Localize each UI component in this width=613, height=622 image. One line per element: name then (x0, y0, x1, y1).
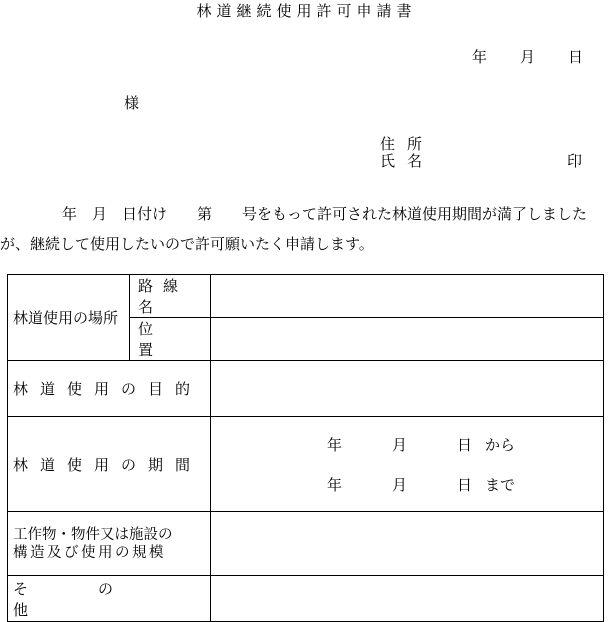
period-label: 林道使用の期間 (13, 455, 203, 474)
addressee-suffix: 様 (124, 94, 140, 112)
document-title: 林道継続使用許可申請書 (196, 2, 417, 20)
other-label-cell (8, 576, 211, 622)
period-to-row (211, 473, 603, 495)
body-line-1: 年 月 日付け 第 号をもって許可された林道使用期間が満了しました (62, 205, 588, 223)
purpose-label: 林道使用の目的 (13, 380, 203, 398)
other-label: その他 (13, 579, 184, 619)
route-name-label: 路線名 (138, 277, 189, 316)
structure-label-line-2: 構造及び使用の規模 (13, 544, 166, 561)
location-label: 林道使用の場所 (13, 309, 119, 327)
period-field[interactable] (211, 417, 604, 512)
purpose-field[interactable] (211, 361, 604, 417)
period-from-day: 日 (457, 435, 473, 454)
period-from-suffix: から (485, 435, 516, 454)
date-day: 日 (568, 48, 584, 66)
table-row-other (8, 576, 604, 622)
table-row-structure (8, 512, 604, 576)
structure-label-line-1: 工作物・物件又は施設の (13, 526, 173, 543)
period-from-row (211, 433, 603, 455)
structure-field[interactable] (211, 512, 604, 576)
table-row-route (8, 275, 604, 318)
table-row-purpose (8, 361, 604, 417)
period-from-month: 月 (392, 435, 408, 454)
location-label-cell (8, 275, 130, 361)
period-to-suffix: まで (485, 475, 516, 494)
structure-label-cell (8, 512, 211, 576)
route-name-field[interactable] (211, 275, 604, 318)
period-from-year: 年 (327, 435, 343, 454)
period-label-cell (8, 417, 211, 512)
position-field[interactable] (211, 318, 604, 361)
name-label: 氏名 (380, 152, 435, 170)
position-label-cell (130, 318, 211, 361)
other-field[interactable] (211, 576, 604, 622)
position-label: 位置 (138, 320, 182, 359)
table-row-period (8, 417, 604, 512)
application-form-table (7, 274, 604, 622)
purpose-label-cell (8, 361, 211, 417)
seal-mark: 印 (567, 152, 583, 170)
period-to-year: 年 (327, 475, 343, 494)
route-name-label-cell (130, 275, 211, 318)
body-line-2: が、継続して使用したいので許可願いたく申請します。 (0, 235, 374, 253)
period-to-month: 月 (392, 475, 408, 494)
date-month: 月 (520, 48, 536, 66)
address-label: 住所 (380, 135, 435, 153)
period-to-day: 日 (457, 475, 473, 494)
date-year: 年 (472, 48, 488, 66)
